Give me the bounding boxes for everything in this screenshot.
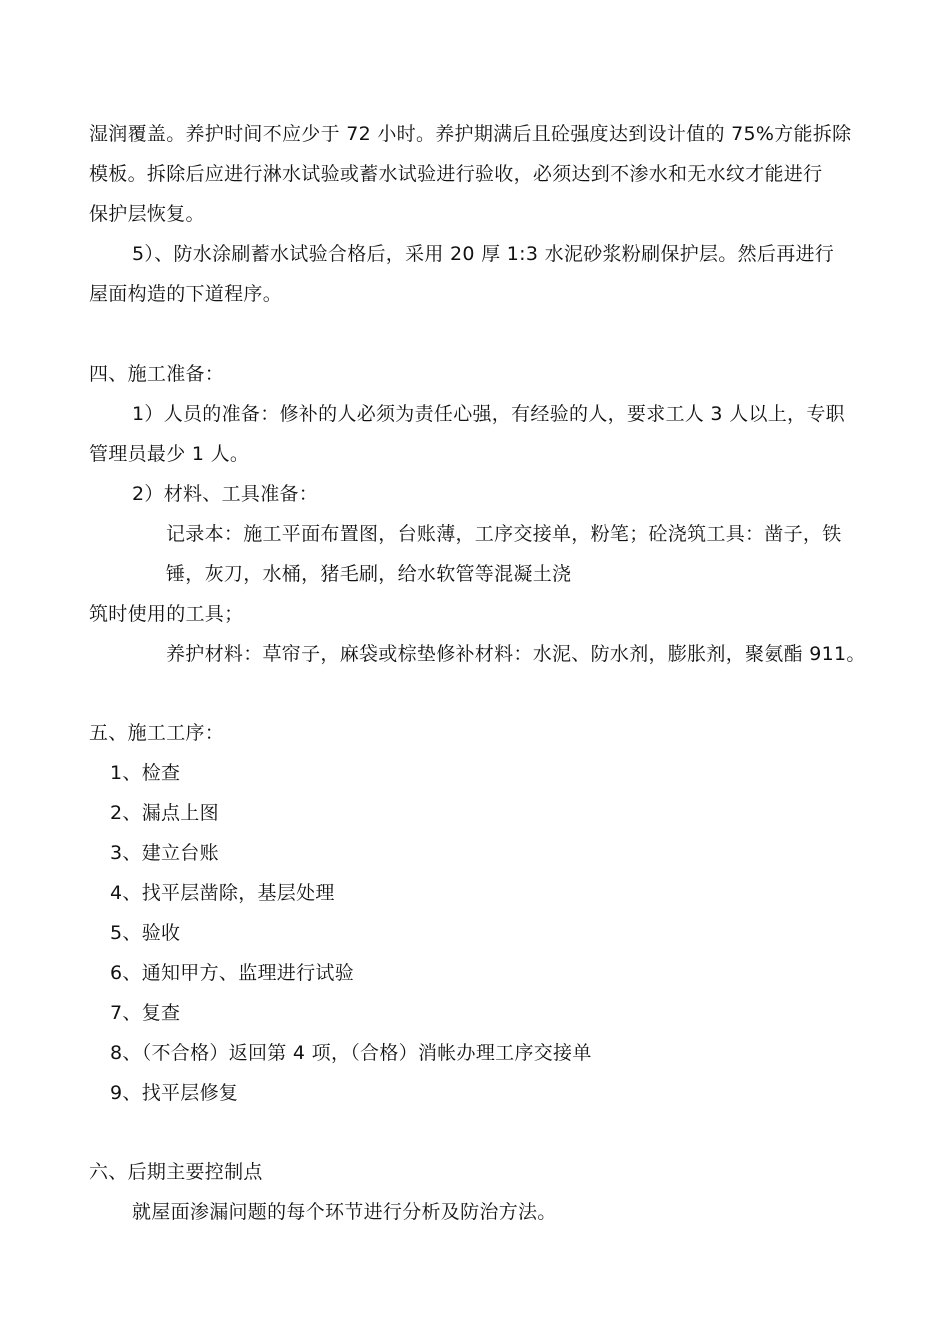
- process-step-6: 6、通知甲方、监理进行试验: [110, 962, 354, 984]
- process-step-5: 5、验收: [110, 922, 181, 944]
- curing-para-line-1: 湿润覆盖。养护时间不应少于 72 小时。养护期满后且砼强度达到设计值的 75%方能拆除: [89, 123, 852, 145]
- materials-line-2: 锤，灰刀，水桶，猪毛刷，给水软管等混凝土浇: [166, 563, 572, 585]
- curing-para-line-2: 模板。拆除后应进行淋水试验或蓄水试验进行验收，必须达到不渗水和无水纹才能进行: [89, 163, 823, 185]
- process-step-4: 4、找平层凿除，基层处理: [110, 882, 335, 904]
- process-step-9: 9、找平层修复: [110, 1082, 239, 1104]
- process-step-1: 1、检查: [110, 762, 181, 784]
- process-step-8: 8、（不合格）返回第 4 项，（合格）消帐办理工序交接单: [110, 1042, 592, 1064]
- materials-line-1: 记录本：施工平面布置图，台账薄，工序交接单，粉笔；砼浇筑工具：凿子，铁: [166, 523, 842, 545]
- curing-materials-line: 养护材料：草帘子，麻袋或棕垫修补材料：水泥、防水剂，膨胀剂，聚氨酯 911。: [166, 643, 866, 665]
- item5-line-1: 5）、防水涂刷蓄水试验合格后，采用 20 厚 1:3 水泥砂浆粉刷保护层。然后再进行: [132, 243, 835, 265]
- curing-para-line-3: 保护层恢复。: [89, 203, 205, 225]
- personnel-prep-line-1: 1）人员的准备：修补的人必须为责任心强，有经验的人，要求工人 3 人以上，专职: [132, 403, 845, 425]
- section6-body: 就屋面渗漏问题的每个环节进行分析及防治方法。: [132, 1201, 557, 1223]
- process-step-3: 3、建立台账: [110, 842, 219, 864]
- item5-line-2: 屋面构造的下道程序。: [89, 283, 283, 305]
- section5-heading: 五、施工工序：: [89, 722, 225, 744]
- personnel-prep-line-2: 管理员最少 1 人。: [89, 443, 250, 465]
- materials-line-3: 筑时使用的工具；: [89, 603, 244, 625]
- section4-heading: 四、施工准备：: [89, 363, 225, 385]
- process-step-7: 7、复查: [110, 1002, 181, 1024]
- materials-prep-heading: 2）材料、工具准备：: [132, 483, 319, 505]
- process-step-2: 2、漏点上图: [110, 802, 219, 824]
- section6-heading: 六、后期主要控制点: [89, 1161, 263, 1183]
